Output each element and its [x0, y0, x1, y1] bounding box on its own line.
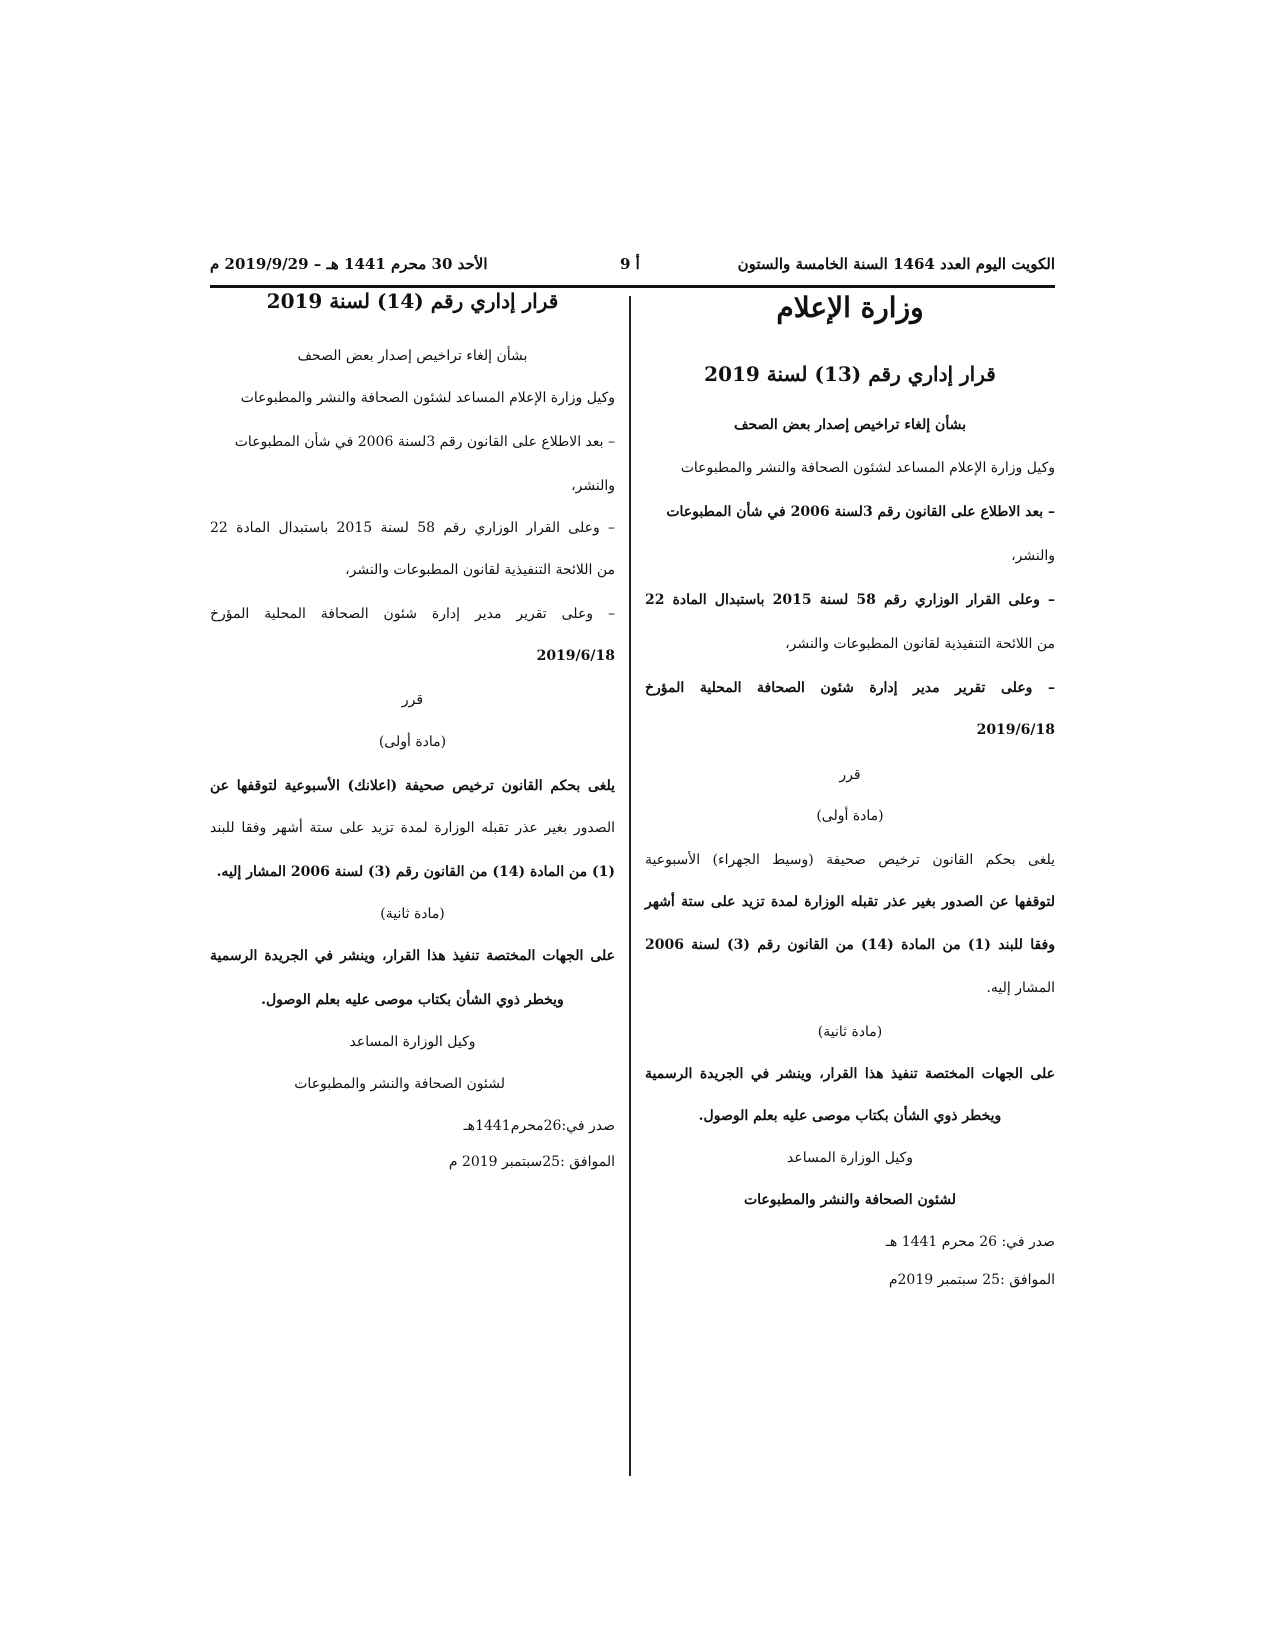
recital-2: – وعلى القرار الوزاري رقم 58 لسنة 2015 باستبدال المادة 22	[645, 592, 1055, 608]
issuer-line: وكيل وزارة الإعلام المساعد لشئون الصحافة والنشر والمطبوعات	[240, 390, 615, 406]
article-1-line: (1) من المادة (14) من القانون رقم (3) لسنة 2006 المشار إليه.	[216, 864, 615, 880]
decision-13-column	[645, 0, 1055, 1650]
decision-title: قرار إداري رقم (14) لسنة 2019	[266, 289, 559, 313]
gazette-issue-header: الكويت اليوم العدد 1464 السنة الخامسة والستون	[737, 255, 1055, 273]
recital-2-cont: من اللائحة التنفيذية لقانون المطبوعات والنشر،	[345, 562, 615, 578]
page-number: أ 9	[620, 255, 640, 273]
decision-14-column	[210, 0, 615, 1650]
recital-3-date: 2019/6/18	[536, 648, 615, 664]
issue-date-header: الأحد 30 محرم 1441 هـ – 2019/9/29 م	[210, 255, 488, 273]
decided-label: قرر	[401, 692, 424, 708]
article-2-heading: (مادة ثانية)	[817, 1024, 883, 1040]
recital-2: – وعلى القرار الوزاري رقم 58 لسنة 2015 باستبدال المادة 22	[210, 520, 616, 536]
recital-3-date: 2019/6/18	[976, 722, 1055, 738]
article-1-line: يلغى بحكم القانون ترخيص صحيفة (وسيط الجهراء) الأسبوعية	[645, 852, 1055, 868]
article-1-line: المشار إليه.	[986, 980, 1055, 996]
article-1-line: الصدور بغير عذر تقبله الوزارة لمدة تزيد على ستة أشهر وفقا للبند	[210, 820, 615, 836]
issued-date: صدر في: 26 محرم 1441 هـ	[885, 1234, 1055, 1250]
signature-department: لشئون الصحافة والنشر والمطبوعات	[743, 1192, 957, 1208]
decided-label: قرر	[839, 767, 861, 783]
signature-title: وكيل الوزارة المساعد	[787, 1150, 913, 1166]
recital-1-cont: والنشر،	[1011, 548, 1055, 564]
decision-title: قرار إداري رقم (13) لسنة 2019	[704, 362, 996, 386]
article-1-line: يلغى بحكم القانون ترخيص صحيفة (اعلانك) الأسبوعية لتوقفها عن	[210, 778, 615, 794]
article-1-line: وفقا للبند (1) من المادة (14) من القانون رقم (3) لسنة 2006	[645, 937, 1056, 953]
ministry-title: وزارة الإعلام	[776, 291, 924, 324]
recital-1: – بعد الاطلاع على القانون رقم 3لسنة 2006 في شأن المطبوعات	[234, 434, 615, 450]
article-2-heading: (مادة ثانية)	[380, 906, 445, 922]
article-1-heading: (مادة أولى)	[816, 808, 884, 824]
signature-department: لشئون الصحافة والنشر والمطبوعات	[294, 1076, 505, 1092]
article-1-heading: (مادة أولى)	[378, 734, 447, 750]
signature-title: وكيل الوزارة المساعد	[349, 1034, 476, 1050]
article-2-line: ويخطر ذوي الشأن بكتاب موصى عليه بعلم الوصول.	[698, 1108, 1002, 1124]
issuer-line: وكيل وزارة الإعلام المساعد لشئون الصحافة والنشر والمطبوعات	[680, 460, 1055, 476]
recital-3: – وعلى تقرير مدير إدارة شئون الصحافة المحلية المؤرخ	[210, 606, 615, 622]
decision-subject: بشأن إلغاء تراخيص إصدار بعض الصحف	[733, 417, 966, 433]
recital-2-cont: من اللائحة التنفيذية لقانون المطبوعات والنشر،	[785, 636, 1055, 652]
article-2-line: على الجهات المختصة تنفيذ هذا القرار، وينشر في الجريدة الرسمية	[645, 1066, 1055, 1082]
column-divider	[629, 296, 631, 1476]
recital-3: – وعلى تقرير مدير إدارة شئون الصحافة المحلية المؤرخ	[645, 680, 1055, 696]
corresponding-date: الموافق :25 سبتمبر 2019م	[888, 1272, 1055, 1288]
recital-1-cont: والنشر،	[571, 478, 615, 494]
issued-date: صدر في:26محرم1441هـ	[463, 1118, 615, 1134]
corresponding-date: الموافق :25سبتمبر 2019 م	[448, 1154, 615, 1170]
article-2-line: ويخطر ذوي الشأن بكتاب موصى عليه بعلم الوصول.	[261, 992, 564, 1008]
decision-subject: بشأن إلغاء تراخيص إصدار بعض الصحف	[297, 348, 528, 364]
recital-1: – بعد الاطلاع على القانون رقم 3لسنة 2006 في شأن المطبوعات	[666, 504, 1055, 520]
article-2-line: على الجهات المختصة تنفيذ هذا القرار، وينشر في الجريدة الرسمية	[210, 948, 615, 964]
article-1-line: لتوقفها عن الصدور بغير عذر تقبله الوزارة لمدة تزيد على ستة أشهر	[645, 894, 1055, 910]
